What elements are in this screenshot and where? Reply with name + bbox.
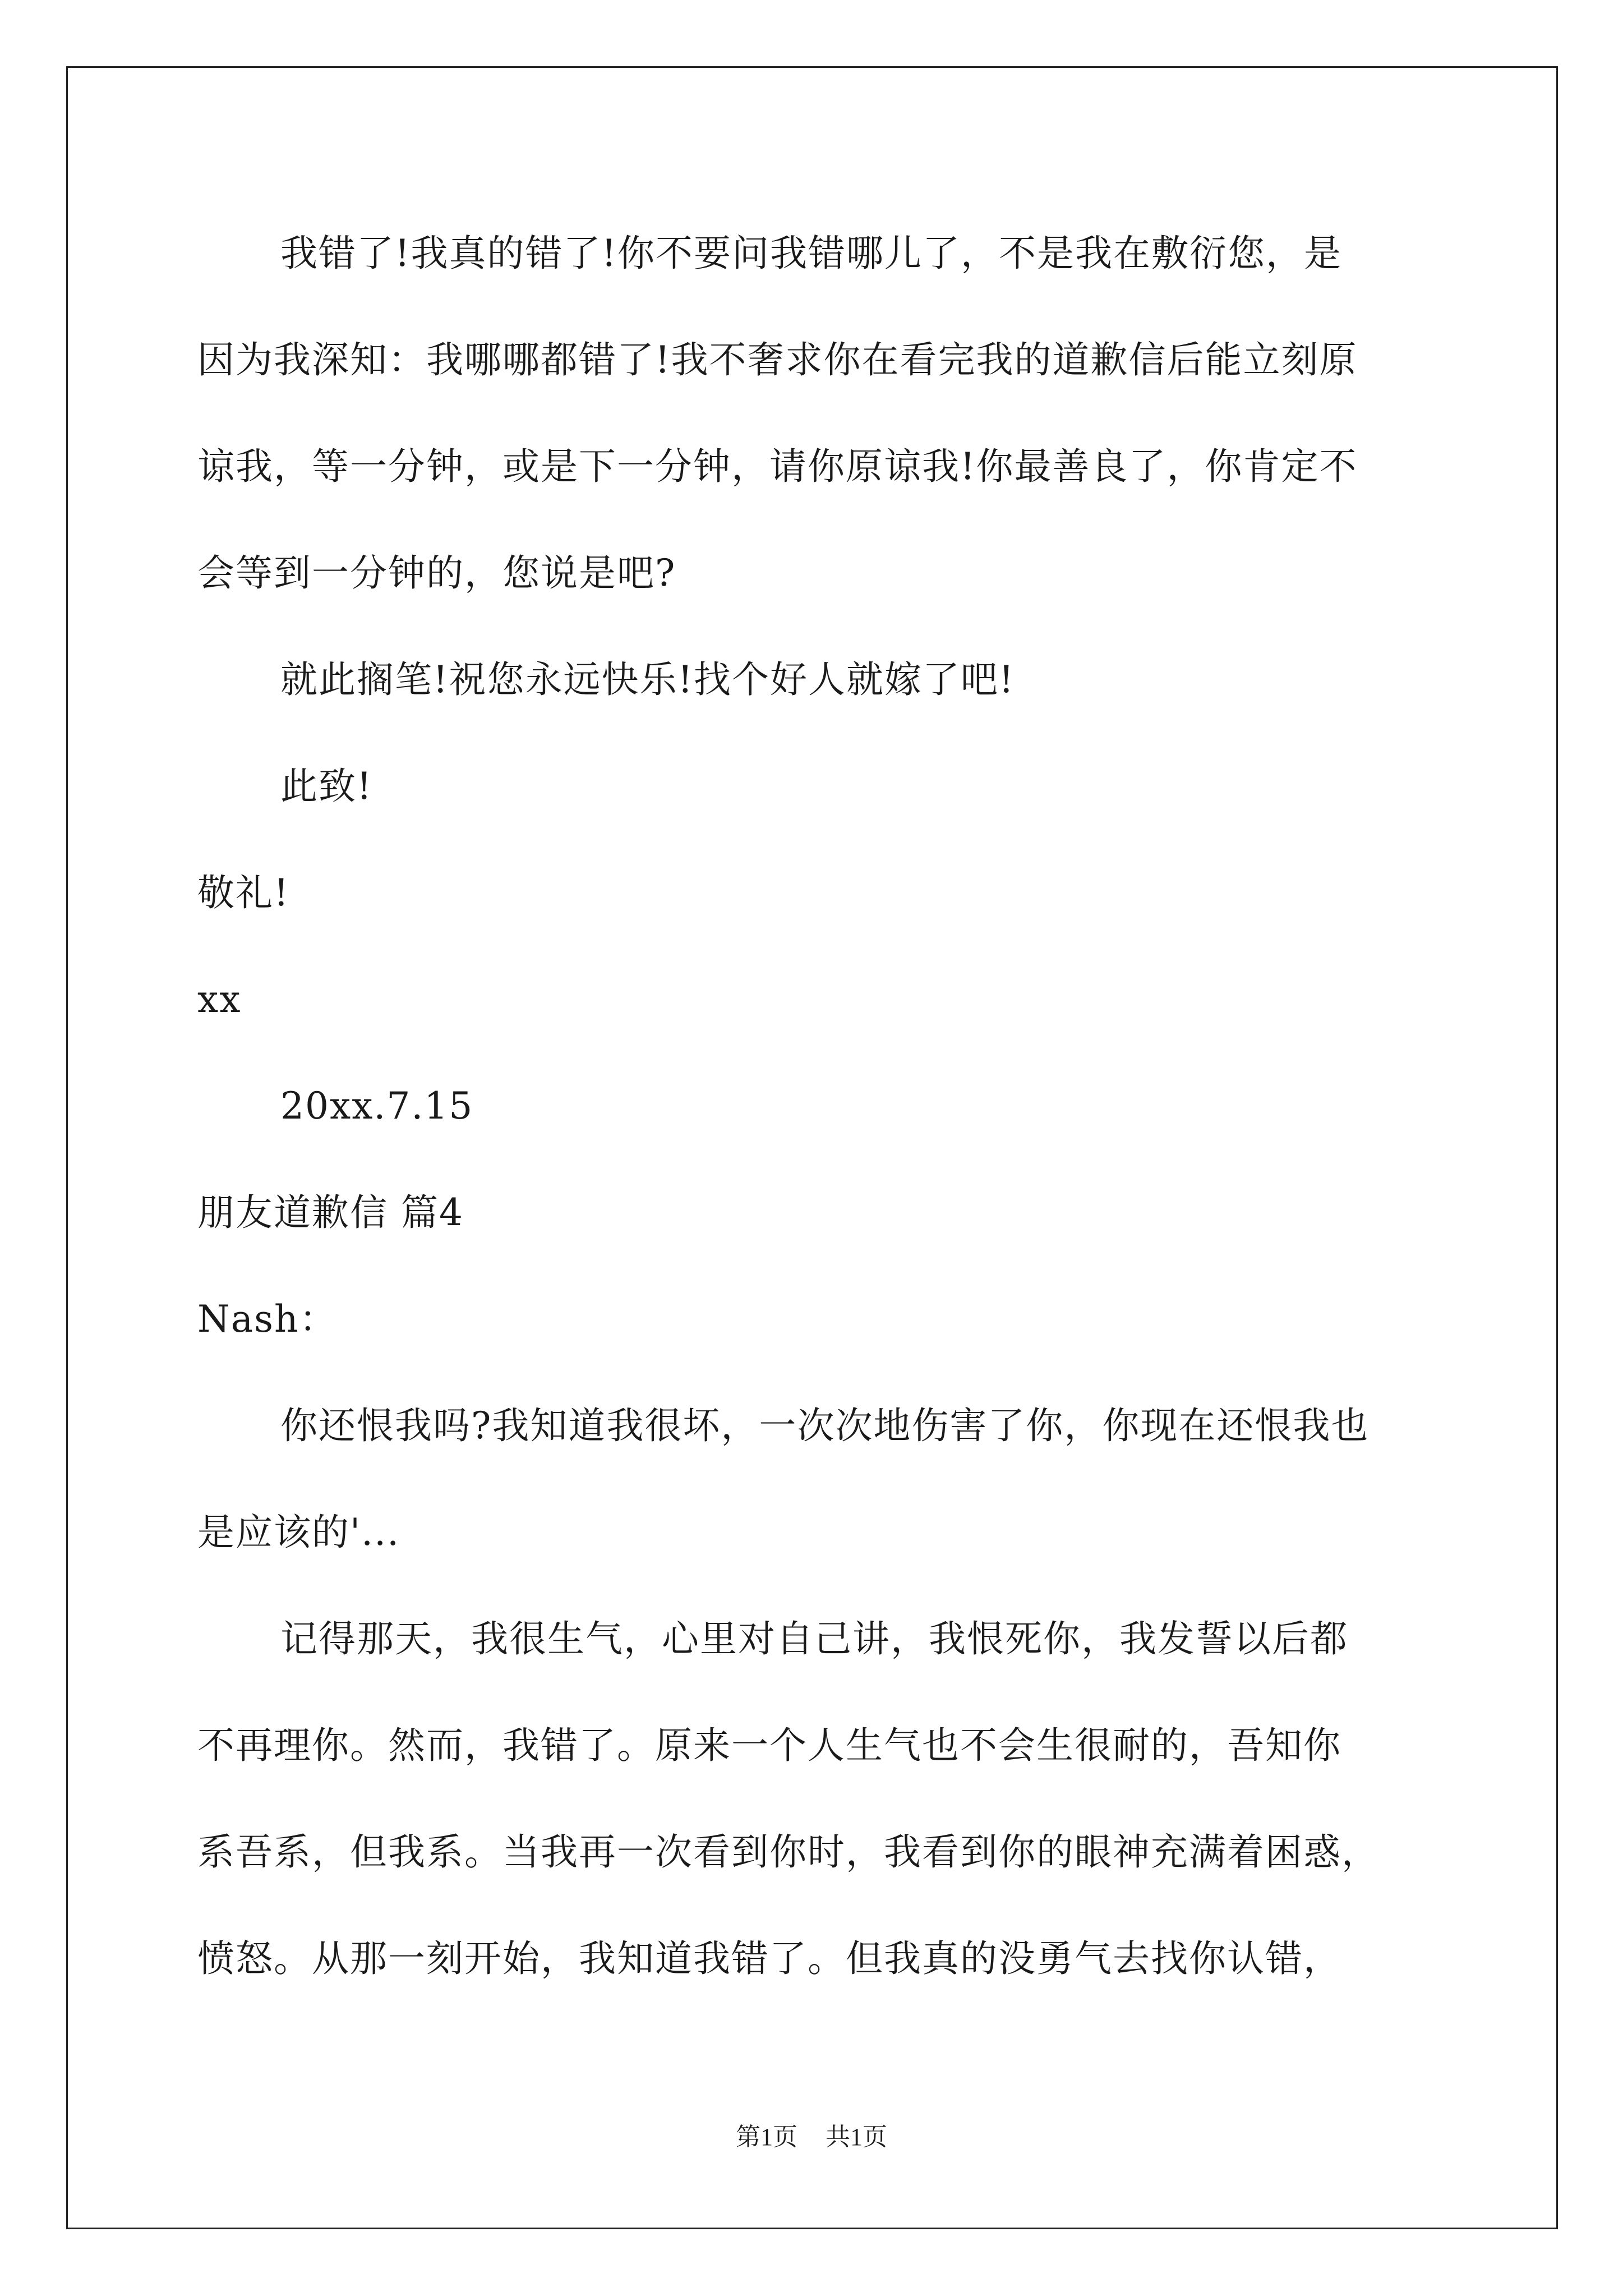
date-line: 20xx.7.15 (280, 1084, 474, 1128)
paragraph-line: 你还恨我吗?我知道我很坏，一次次地伤害了你，你现在还恨我也 (280, 1404, 1370, 1447)
paragraph-line: 谅我，等一分钟，或是下一分钟，请你原谅我!你最善良了，你肯定不 (197, 445, 1358, 488)
page-total: 共1页 (826, 2123, 887, 2151)
page-number: 第1页 (736, 2123, 797, 2151)
salutation-line: 敬礼! (197, 871, 290, 914)
paragraph-line: 系吾系，但我系。当我再一次看到你时，我看到你的眼神充满着困惑， (197, 1830, 1380, 1874)
paragraph-line: 会等到一分钟的，您说是吧? (197, 551, 676, 595)
paragraph-line: 就此搁笔!祝您永远快乐!找个好人就嫁了吧! (280, 658, 1015, 701)
paragraph-line: 不再理你。然而，我错了。原来一个人生气也不会生很耐的，吾知你 (197, 1724, 1341, 1767)
paragraph-line: 因为我深知：我哪哪都错了!我不奢求你在看完我的道歉信后能立刻原 (197, 338, 1358, 381)
section-heading: 朋友道歉信 篇4 (197, 1191, 464, 1234)
page-footer (0, 2120, 1623, 2154)
greeting-line: Nash： (197, 1297, 338, 1341)
paragraph-line: 是应该的'... (197, 1511, 400, 1554)
paragraph-line: 愤怒。从那一刻开始，我知道我错了。但我真的没勇气去找你认错， (197, 1937, 1341, 1980)
signature-line: xx (197, 978, 242, 1021)
page-border (66, 66, 1558, 2229)
paragraph-line: 记得那天，我很生气，心里对自己讲，我恨死你，我发誓以后都 (280, 1617, 1348, 1660)
closing-line: 此致! (280, 765, 373, 808)
paragraph-line: 我错了!我真的错了!你不要问我错哪儿了，不是我在敷衍您，是 (280, 232, 1343, 275)
